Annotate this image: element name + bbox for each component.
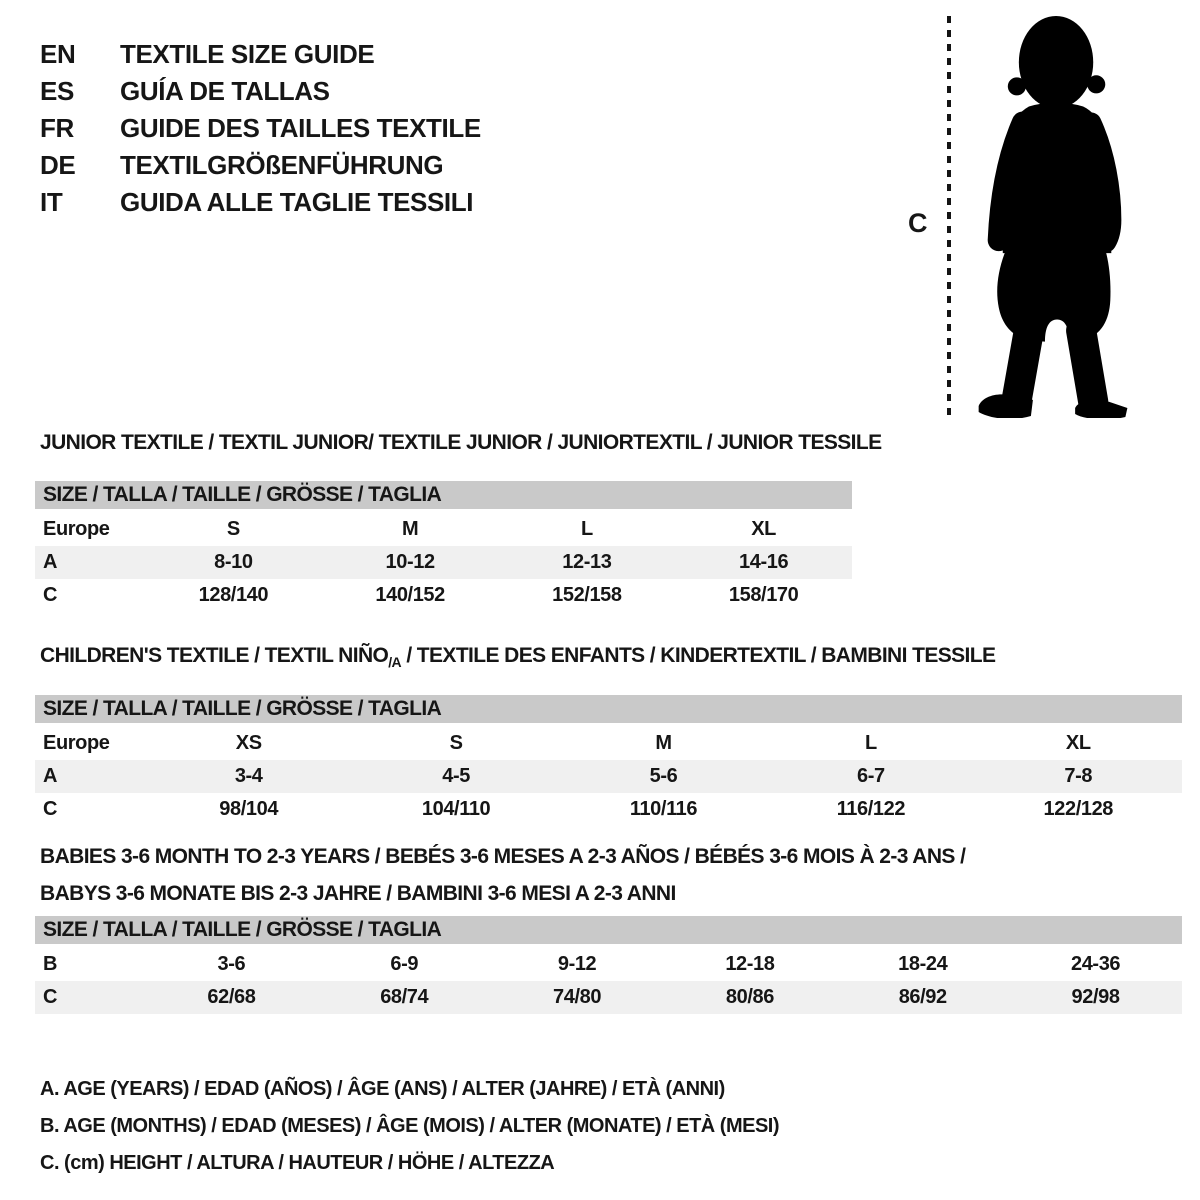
- row-label: C: [43, 584, 58, 606]
- measure-legend: [40, 1071, 779, 1182]
- table-row: [35, 793, 1182, 826]
- table-cell: 12-13: [562, 551, 612, 573]
- table-cell: 80/86: [725, 986, 774, 1008]
- language-code: FR: [40, 113, 74, 143]
- table-row: [35, 760, 1182, 793]
- guide-title: TEXTILE SIZE GUIDE: [120, 39, 375, 69]
- table-cell: 6-7: [857, 765, 885, 788]
- size-table-header: SIZE / TALLA / TAILLE / GRÖSSE / TAGLIA: [35, 916, 1182, 944]
- guide-title: GUIDA ALLE TAGLIE TESSILI: [120, 187, 474, 217]
- row-label: A: [43, 551, 58, 573]
- table-cell: 10-12: [385, 551, 435, 573]
- table-cell: 3-4: [234, 765, 263, 788]
- table-row: [35, 513, 852, 546]
- table-cell: 4-5: [442, 765, 470, 788]
- table-cell: XS: [235, 732, 262, 755]
- children-section-heading: [35, 643, 1182, 675]
- baby-silhouette-icon: [958, 14, 1140, 418]
- table-cell: 116/122: [836, 798, 906, 821]
- table-cell: 14-16: [739, 551, 789, 573]
- table-cell: 152/158: [552, 584, 622, 606]
- heading-text: / TEXTILE DES ENFANTS / KINDERTEXTIL / BAMBINI TESSILE: [401, 644, 996, 667]
- height-measure-dashed-line: [947, 16, 951, 416]
- row-label: B: [43, 953, 58, 975]
- list-item: [40, 110, 481, 147]
- language-code: IT: [40, 187, 63, 217]
- table-cell: 158/170: [728, 584, 799, 606]
- table-cell: 128/140: [198, 584, 269, 606]
- legend-line-c: C. (cm) HEIGHT / ALTURA / HAUTEUR / HÖHE / ALTEZZA: [40, 1152, 555, 1174]
- table-cell: 110/116: [629, 798, 698, 821]
- table-cell: L: [580, 518, 593, 540]
- table-cell: 24-36: [1070, 953, 1121, 975]
- table-row: [35, 546, 852, 579]
- table-cell: 140/152: [375, 584, 445, 606]
- table-row: [35, 579, 852, 612]
- size-table-header: SIZE / TALLA / TAILLE / GRÖSSE / TAGLIA: [35, 481, 852, 509]
- table-row: [35, 981, 1182, 1014]
- junior-section-heading: JUNIOR TEXTILE / TEXTIL JUNIOR/ TEXTILE JUNIOR / JUNIORTEXTIL / JUNIOR TESSILE: [40, 431, 882, 454]
- row-label: Europe: [43, 518, 110, 540]
- guide-title: TEXTILGRÖßENFÜHRUNG: [120, 150, 444, 180]
- table-cell: M: [655, 732, 672, 755]
- babies-size-table: [35, 916, 1182, 1014]
- size-table-header: SIZE / TALLA / TAILLE / GRÖSSE / TAGLIA: [35, 695, 1182, 723]
- legend-line-b: B. AGE (MONTHS) / EDAD (MESES) / ÂGE (MOIS) / ALTER (MONATE) / ETÀ (MESI): [40, 1115, 780, 1137]
- babies-section-heading-line1: BABIES 3-6 MONTH TO 2-3 YEARS / BEBÉS 3-6 MESES A 2-3 AÑOS / BÉBÉS 3-6 MOIS À 2-3 ANS /: [40, 845, 966, 868]
- list-item: [40, 73, 481, 110]
- table-cell: L: [864, 732, 877, 755]
- table-cell: 92/98: [1071, 986, 1120, 1008]
- table-cell: 8-10: [214, 551, 253, 573]
- table-cell: 7-8: [1064, 765, 1093, 788]
- table-cell: 3-6: [217, 953, 246, 975]
- heading-subscript: /A: [388, 654, 402, 671]
- table-cell: 68/74: [380, 986, 429, 1008]
- babies-textile-section: [35, 844, 1182, 1014]
- table-row: [35, 727, 1182, 760]
- list-item: [40, 147, 481, 184]
- table-cell: XL: [1065, 732, 1091, 755]
- table-cell: 9-12: [557, 953, 597, 975]
- junior-textile-section: [35, 430, 882, 612]
- height-measure-label: C: [908, 208, 928, 238]
- table-cell: S: [449, 732, 463, 755]
- table-row: [35, 948, 1182, 981]
- table-cell: S: [226, 518, 240, 540]
- list-item: [40, 184, 481, 221]
- babies-section-heading-line2: BABYS 3-6 MONATE BIS 2-3 JAHRE / BAMBINI 3-6 MESI A 2-3 ANNI: [40, 882, 676, 905]
- language-title-list: [40, 36, 481, 221]
- table-cell: 74/80: [553, 986, 602, 1008]
- table-cell: 18-24: [898, 953, 948, 975]
- guide-title: GUÍA DE TALLAS: [120, 76, 330, 106]
- language-code: DE: [40, 150, 76, 180]
- table-cell: 104/110: [421, 798, 491, 821]
- table-cell: 6-9: [390, 953, 419, 975]
- junior-size-table: [35, 481, 852, 612]
- heading-text: CHILDREN'S TEXTILE / TEXTIL NIÑO: [40, 644, 389, 667]
- table-cell: 5-6: [649, 765, 678, 788]
- table-cell: 86/92: [898, 986, 947, 1008]
- guide-title: GUIDE DES TAILLES TEXTILE: [120, 113, 481, 143]
- children-textile-section: [35, 643, 1182, 826]
- row-label: C: [43, 986, 58, 1008]
- language-code: EN: [40, 39, 76, 69]
- row-label: C: [43, 798, 58, 821]
- table-cell: 62/68: [207, 986, 256, 1008]
- row-label: A: [43, 765, 58, 788]
- legend-line-a: A. AGE (YEARS) / EDAD (AÑOS) / ÂGE (ANS) / ALTER (JAHRE) / ETÀ (ANNI): [40, 1078, 725, 1100]
- language-code: ES: [40, 76, 74, 106]
- children-size-table: [35, 695, 1182, 826]
- table-cell: 122/128: [1043, 798, 1114, 821]
- table-cell: 98/104: [219, 798, 279, 821]
- row-label: Europe: [43, 732, 110, 755]
- list-item: [40, 36, 481, 73]
- table-cell: M: [401, 518, 419, 540]
- table-cell: XL: [751, 518, 776, 540]
- table-cell: 12-18: [725, 953, 775, 975]
